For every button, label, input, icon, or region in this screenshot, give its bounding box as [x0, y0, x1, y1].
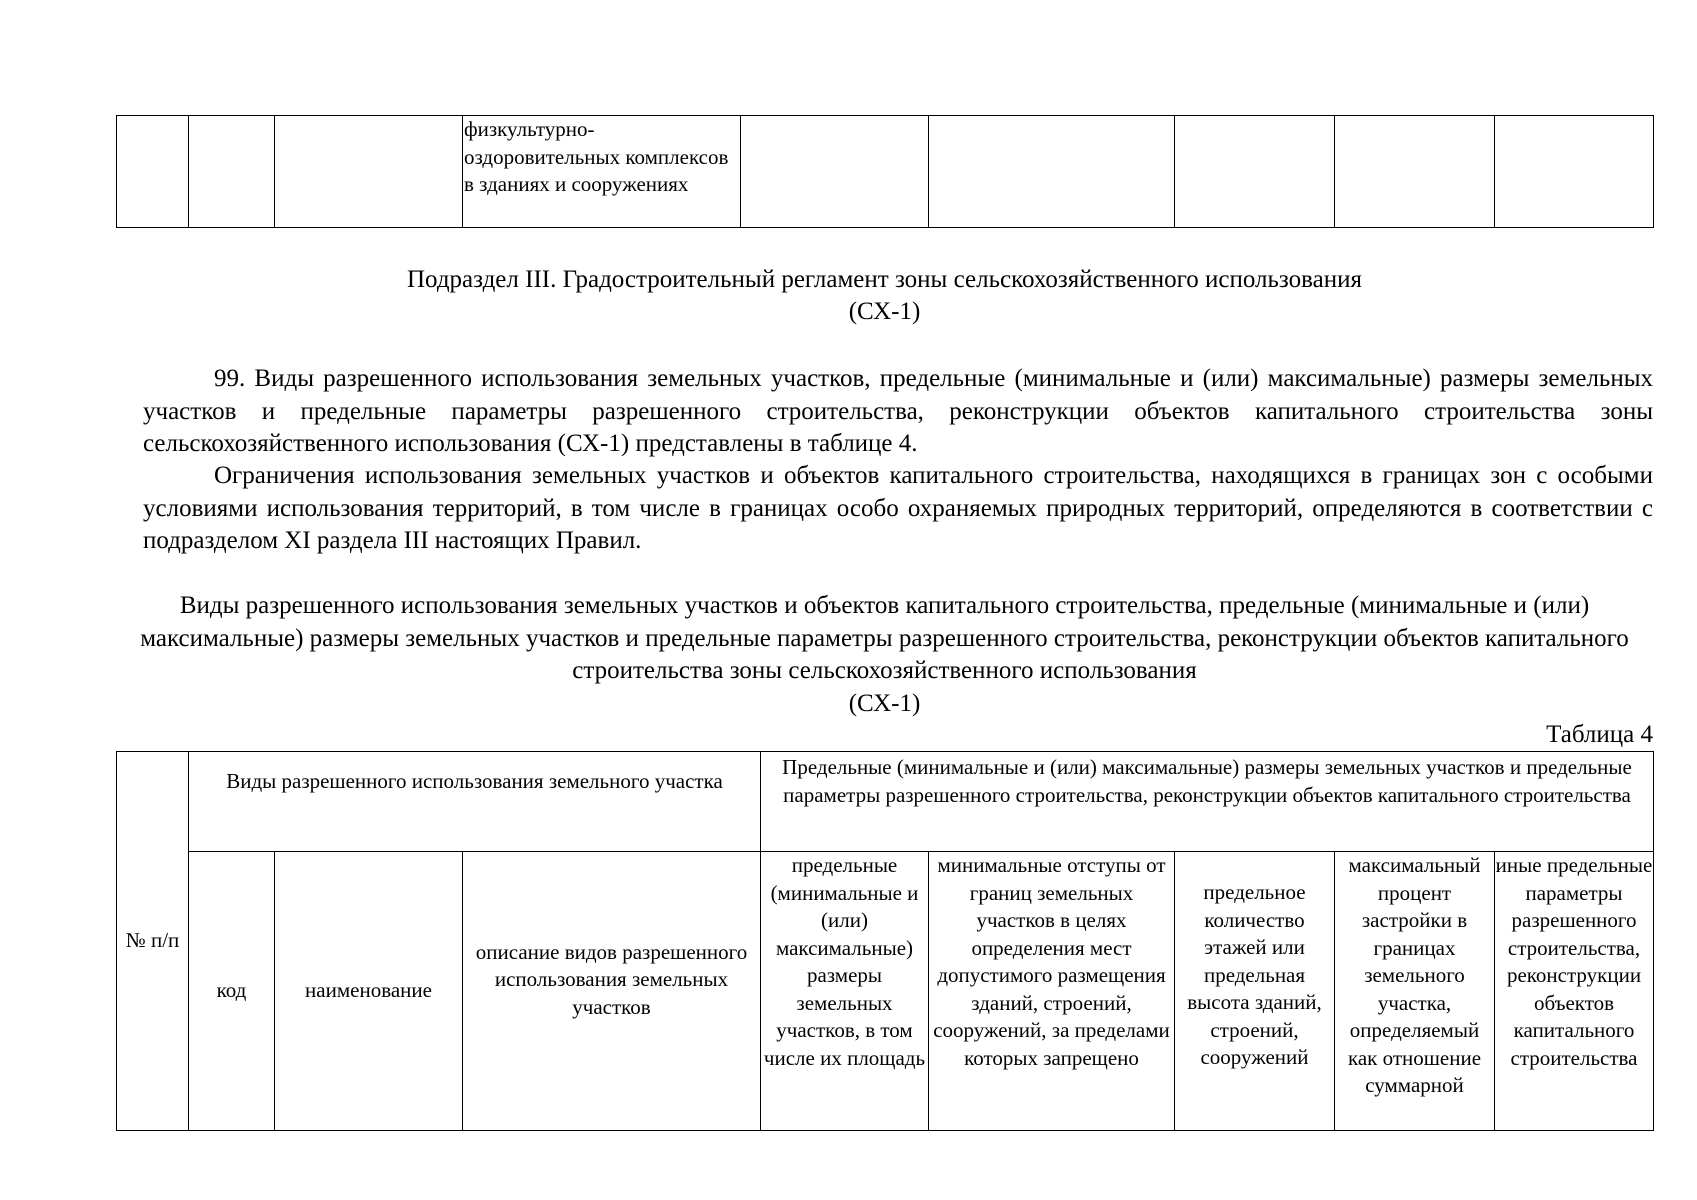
cell-sizes	[741, 116, 929, 228]
cell-setbacks	[929, 116, 1175, 228]
header-description: описание видов разрешенного использования земельных участков	[463, 852, 761, 1131]
table-title-code: (СХ-1)	[848, 689, 921, 717]
header-other: иные предельные параметры разрешенного строительства, реконструкции объектов капитального строительства	[1495, 852, 1654, 1131]
subsection-code: (СХ-1)	[848, 298, 921, 325]
table-title-text: Виды разрешенного использования земельных участков и объектов капитального строительства, предельные (минимальные и (или) максимальные) размеры земельных участков и предельные параметры разрешенного строительства, реконструкции объектов капитального строительства зоны сельскохозяйственного использования	[140, 592, 1629, 684]
cell-coverage	[1335, 116, 1495, 228]
header-group-uses: Виды разрешенного использования земельного участка	[189, 752, 761, 852]
paragraph-99	[143, 363, 1653, 461]
continuation-table	[116, 115, 1654, 228]
paragraph-99-text: 99. Виды разрешенного использования земельных участков, предельные (минимальные и (или) максимальные) размеры земельных участков и предельные параметры разрешенного строительства, реконструкции объектов капитального строительства зоны сельскохозяйственного использования (СХ-1) представлены в таблице 4.	[143, 365, 1653, 457]
subsection-heading	[116, 264, 1653, 328]
cell-description: физкультурно-оздоровительных комплексов в зданиях и сооружениях	[463, 116, 741, 228]
header-coverage: максимальный процент застройки в границах земельного участка, определяемый как отношение суммарной	[1335, 852, 1495, 1131]
table-title	[116, 590, 1653, 720]
cell-code	[189, 116, 275, 228]
table-row	[117, 116, 1654, 228]
regulations-table	[116, 751, 1654, 1131]
header-sizes: предельные (минимальные и (или) максимальные) размеры земельных участков, в том числе их площадь	[761, 852, 929, 1131]
table-label: Таблица 4	[1546, 721, 1653, 748]
cell-number	[117, 116, 189, 228]
paragraph-restrictions	[143, 460, 1653, 558]
cell-other	[1495, 116, 1654, 228]
cell-name	[275, 116, 463, 228]
header-setbacks: минимальные отступы от границ земельных участков в целях определения мест допустимого размещения зданий, строений, сооружений, за пределами которых запрещено	[929, 852, 1175, 1131]
header-group-limits: Предельные (минимальные и (или) максимальные) размеры земельных участков и предельные параметры разрешенного строительства, реконструкции объектов капитального строительства	[761, 752, 1654, 852]
cell-floors	[1175, 116, 1335, 228]
table-header-row	[117, 752, 1654, 852]
subsection-title: Подраздел III. Градостроительный регламент зоны сельскохозяйственного использования	[407, 266, 1362, 293]
header-code: код	[189, 852, 275, 1131]
paragraph-restrictions-text: Ограничения использования земельных участков и объектов капитального строительства, находящихся в границах зон с особыми условиями использования территорий, в том числе в границах особо охраняемых природных территорий, определяются в соответствии с подразделом XI раздела III настоящих Правил.	[143, 462, 1653, 554]
table-subheader-row	[117, 852, 1654, 1131]
header-name: наименование	[275, 852, 463, 1131]
header-floors: предельное количество этажей или предельная высота зданий, строений, сооружений	[1175, 852, 1335, 1131]
header-number: № п/п	[117, 752, 189, 1131]
